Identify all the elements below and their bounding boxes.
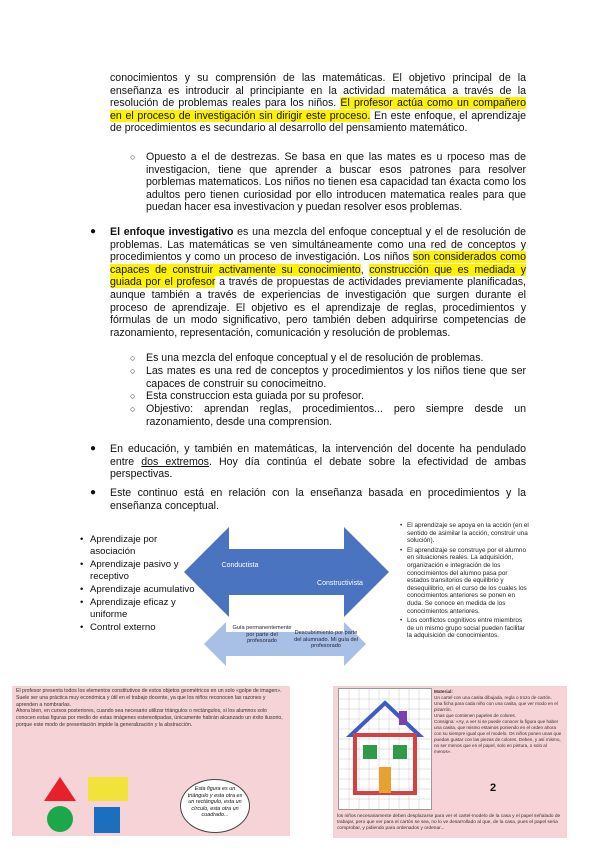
door-shape bbox=[379, 767, 391, 793]
conductista-list bbox=[80, 534, 200, 635]
bullet-educacion: ● En educación, y también en matemáticas, la intervención del docente ha pendulado entre dos extremos. Hoy día continúa el debate sobre la efectividad de ambas perspectivas. bbox=[90, 443, 526, 481]
highlight-text: El profesor actúa como un compañero en el proceso de investigación sin dirigir este proceso. bbox=[110, 97, 526, 122]
intro-paragraph: conocimientos y su comprensión de las matemáticas. El objetivo principal de la enseñanza es introducir al principiante en la actividad matemática a través de la resolución de problemas reales para los niños. El profesor actúa como un compañero en el proceso de investigación sin dirigir este proceso. En este enfoque, el aprendizaje de procedimientos es secundario al desarrollo del pensamiento matemático. bbox=[110, 72, 526, 135]
list-item: • Los conflictos cognitivos entre miembros de un mismo grupo social pueden facilitar la adquisición de conocimientos. bbox=[400, 617, 530, 640]
bullet-icon: ● bbox=[90, 487, 97, 498]
rectangle-shape bbox=[88, 777, 128, 801]
hollow-bullet-icon: ○ bbox=[130, 391, 136, 401]
page-number: 2 bbox=[490, 782, 497, 794]
house-activity-panel: Material: Un cartel con una casita dibujada, regla o trozo de cartón. Una ficha para cada niño con una casita, que ver modo en el pizarrón. Unas que contienen papeles de colores. Consigna: «Ay, a ver si se puede conocer la figura que haber una casita, que mismo estamos poniendo en el orden ahora con su siempre igual que el modelo. Os niños ponen unas que puedan gustar con las piezas de colores. Deben, y así mismo, no ser menos que en el papel, solo en pintura, o solo al menos». 2 los niños necesariamente deben desplazarse para ver el cartel-modelo de la casa y el papel señalado de trabajar, pero que ver para el cartón se sea, no lo ve desarrollado al que, de la casa, pues el papel seria comprobar, y pidiendo para ordenados y ordenar... bbox=[333, 686, 567, 838]
bullet-investigativo: ● El enfoque investigativo es una mezcla del enfoque conceptual y el de resolución de problemas. Las matemáticas se ven simultáneamente como una red de conceptos y procedimientos y como un proceso de investigación. Los niños son considerados como capaces de construir activamente su conocimiento, construcción que es mediada y guiada por el profesor a través de propuestas de actividades previamente planificadas, aunque también a través de experiencias de investigación que surgen durante el proceso de aprendizaje. El objetivo es el aprendizaje de reglas, procedimientos y fórmulas de un modo significativo, pero también deben adquirirse competencias de razonamiento, representación, comunicación y resolución de problemas. bbox=[90, 226, 526, 339]
hollow-bullet-icon: ○ bbox=[130, 366, 136, 376]
constructivista-list bbox=[400, 522, 530, 642]
circle-shape bbox=[47, 806, 73, 832]
chimney-shape bbox=[399, 711, 407, 725]
right-arrow-shape bbox=[282, 527, 389, 617]
label-descubrimiento: Descubrimiento por parte del alumnado. Mi guía del profesorado bbox=[293, 630, 359, 650]
list-item: • Aprendizaje pasivo y receptivo bbox=[80, 559, 200, 583]
geometry-example-panel: El profesor presenta todos los elementos constitutivos de estos objetos geométricos en un solo «golpe de imagen». Suele ser una práctica muy económica y útil en el trabajo docente, ya que los niños reconocen las razones y aprenden a nombrarlas. Ahora bien, en cursos posteriores, cuando sea necesario utilizar triángulos o rectángulos, si los alumnos solo conocen estas figuras por medio de estas imágenes estereotipadas, únicamente habrán alcanzado un éxito ilusorio, porque este modo de presentación impide la generalización y la abstracción. Esta figura es un triángulo y esta otra es un rectángulo, esta un círculo, esta otra un cuadrado... bbox=[12, 686, 290, 836]
label-constructivista: Constructivista bbox=[317, 580, 363, 587]
sub-item-1: ○ Es una mezcla del enfoque conceptual y el de resolución de problemas. bbox=[130, 352, 484, 364]
bullet-icon: ● bbox=[90, 443, 97, 454]
house-grid-graphic bbox=[339, 689, 431, 809]
list-item: • Aprendizaje por asociación bbox=[80, 534, 200, 558]
list-item: • Aprendizaje eficaz y uniforme bbox=[80, 597, 200, 621]
sub-item-opuesto: ○ Opuesto a el de destrezas. Se basa en que las mates es u rpoceso mas de investigacion, tiene que aprender a buscar esos patrones para resolver porblemas matematicos. Los niños no tienen esa capacidad tan éxacta como los adultos pero tienen curiosidad por ello introducen matematica reales para que puedan hacer esa investivacion y puedan resolver esos problemas. bbox=[130, 151, 526, 214]
bullet-icon: ● bbox=[90, 226, 97, 237]
left-arrow-shape bbox=[184, 527, 284, 617]
shapes-graphic bbox=[42, 774, 132, 836]
label-conductista: Conductista bbox=[221, 562, 259, 569]
list-item: • El aprendizaje se construye por el alumno en situaciones reales. La adquisición, organización e integración de los conocimientos del alumno pasa por estados transitorios de equilibrio y desequilibrio, en el curso de los cuales los conocimientos anteriores se ponen en duda. Se conoce en medida de los conocimientos anteriores. bbox=[400, 547, 530, 615]
speech-bubble: Esta figura es un triángulo y esta otra es un rectángulo, esta un círculo, esta otra un cuadrado... bbox=[180, 779, 250, 833]
bullet-continuo: ● Este continuo está en relación con la enseñanza basada en procedimientos y la enseñanza conceptual. bbox=[90, 487, 526, 512]
hollow-bullet-icon: ○ bbox=[130, 404, 136, 414]
window-shape bbox=[393, 745, 407, 759]
sub-item-4: ○ Objestivo: aprendan reglas, procedimientos... pero siempre desde un razonamiento, desde una comprension. bbox=[130, 403, 526, 428]
list-item: • Aprendizaje acumulativo bbox=[80, 584, 200, 596]
square-shape bbox=[94, 807, 120, 833]
window-shape bbox=[363, 745, 377, 759]
label-guia-profesor: Guía permanentemente por parte del profesorado bbox=[232, 625, 292, 645]
list-item: • Control externo bbox=[80, 622, 200, 634]
list-item: • El aprendizaje se apoya en la acción (en el sentido de asimilar la acción, construir una solución). bbox=[400, 522, 530, 545]
approach-diagram bbox=[80, 522, 530, 662]
sub-item-3: ○ Esta construccion esta guiada por su profesor. bbox=[130, 390, 364, 402]
house-grid-image bbox=[338, 688, 432, 810]
sub-item-2: ○ Las mates es una red de conceptos y procedimientos y los niños tiene que ser capaces de construir su conocimeitno. bbox=[130, 365, 526, 390]
triangle-shape bbox=[44, 777, 76, 801]
hollow-bullet-icon: ○ bbox=[130, 152, 136, 162]
hollow-bullet-icon: ○ bbox=[130, 353, 136, 363]
